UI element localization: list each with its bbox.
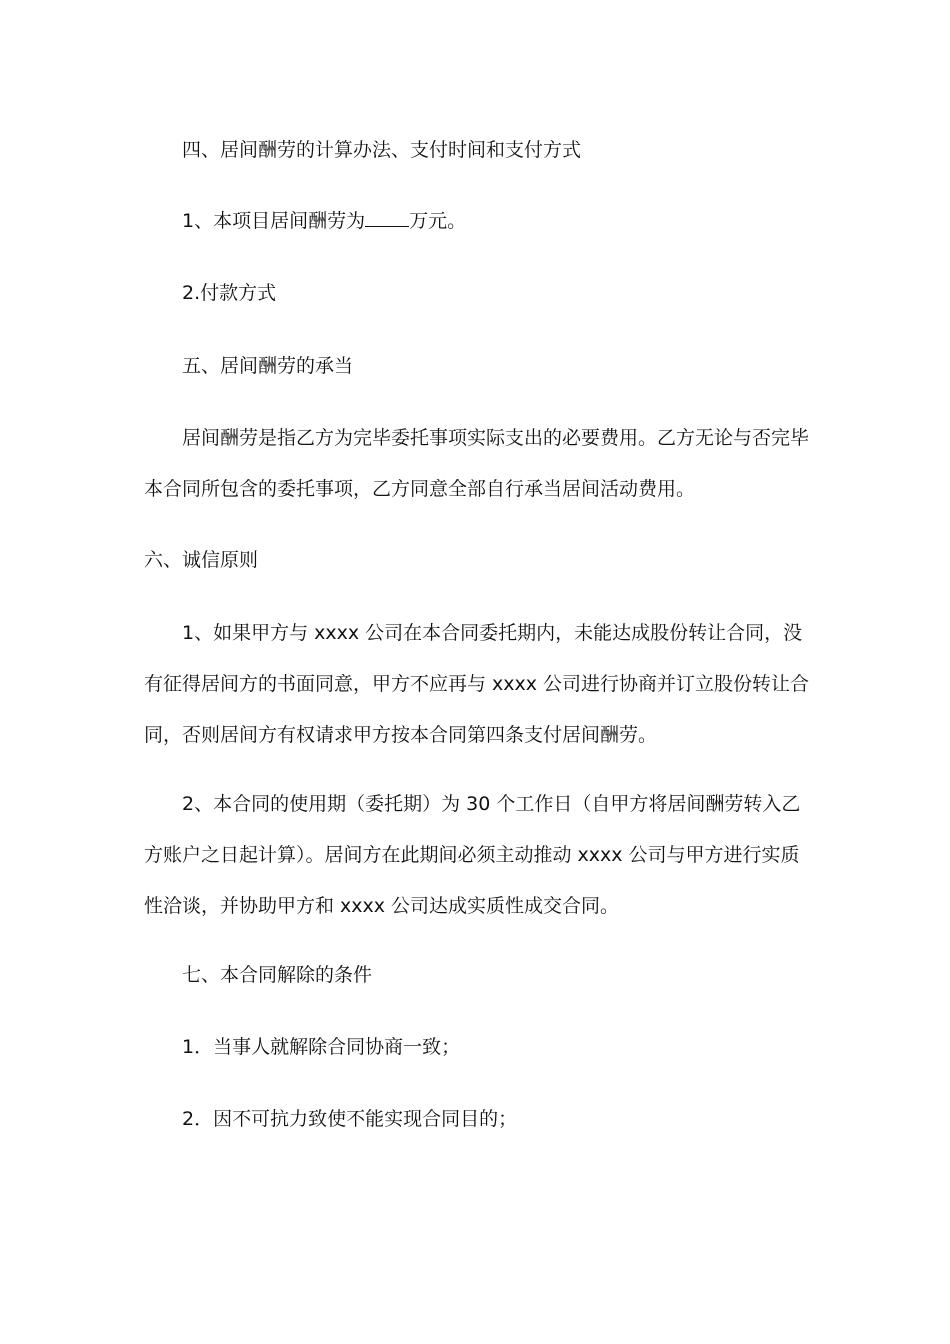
item-payment-method: 2.付款方式 (182, 282, 277, 304)
item-termination-1: 1．当事人就解除合同协商一致； (182, 1036, 461, 1058)
paragraph-good-faith-1: 1、如果甲方与 xxxx 公司在本合同委托期内，未能达成股份转让合同，没有征得居间方的书面同意，甲方不应再与 xxxx 公司进行协商并订立股份转让合同，否则居间方有权请求甲方按本合同第四条支付居间酬劳。 (144, 622, 810, 746)
section-heading-7: 七、本合同解除的条件 (182, 964, 373, 986)
item-commission-label: 1、本项目居间酬劳为 (182, 210, 366, 232)
section-heading-5: 五、居间酬劳的承当 (182, 355, 354, 377)
item-commission-amount (144, 196, 812, 247)
section-heading-4: 四、居间酬劳的计算办法、支付时间和支付方式 (182, 139, 582, 161)
section-heading-6: 六、诚信原则 (144, 549, 259, 571)
item-commission-unit: 万元。 (409, 210, 467, 232)
paragraph-good-faith-2: 2、本合同的使用期（委托期）为 30 个工作日（自甲方将居间酬劳转入乙方账户之日起计算）。居间方在此期间必须主动推动 xxxx 公司与甲方进行实质性洽谈，并协助甲方和 xxxx 公司达成实质性成交合同。 (144, 793, 801, 917)
paragraph-commission-burden: 居间酬劳是指乙方为完毕委托事项实际支出的必要费用。乙方无论与否完毕本合同所包含的委托事项，乙方同意全部自行承当居间活动费用。 (144, 427, 810, 500)
amount-blank-line (365, 209, 409, 227)
item-termination-2: 2．因不可抗力致使不能实现合同目的； (182, 1108, 518, 1130)
